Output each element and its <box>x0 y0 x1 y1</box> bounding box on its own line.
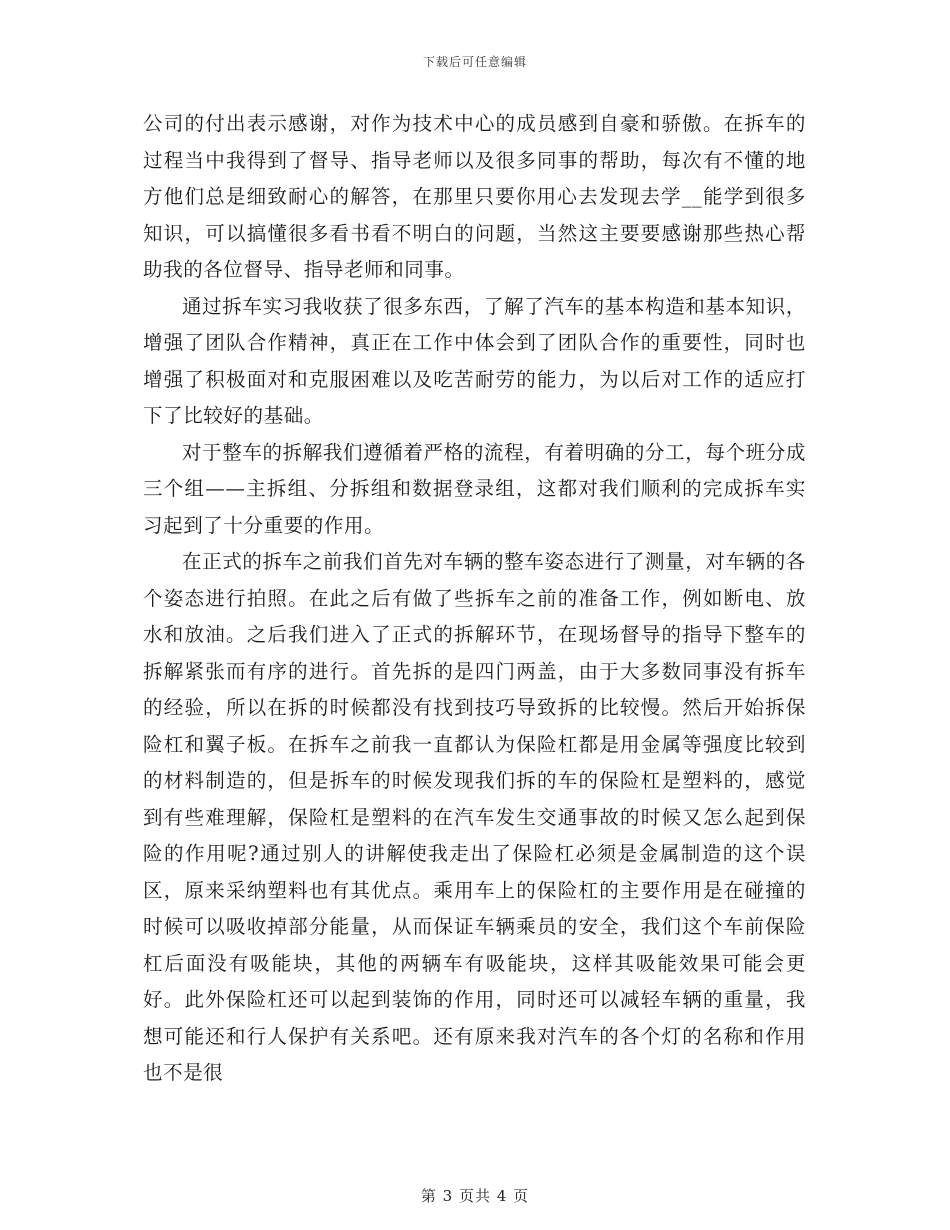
document-body <box>143 106 806 1092</box>
page-header: 下载后可任意编辑 <box>422 55 527 69</box>
paragraph-1: 公司的付出表示感谢，对作为技术中心的成员感到自豪和骄傲。在拆车的过程当中我得到了督导、指导老师以及很多同事的帮助，每次有不懂的地方他们总是细致耐心的解答，在那里只要你用心去发现去学__能学到很多知识，可以搞懂很多看书看不明白的问题，当然这主要要感谢那些热心帮助我的各位督导、指导老师和同事。 <box>143 112 806 281</box>
paragraph-4: 在正式的拆车之前我们首先对车辆的整车姿态进行了测量，对车辆的各个姿态进行拍照。在此之后有做了些拆车之前的准备工作，例如断电、放水和放油。之后我们进入了正式的拆解环节，在现场督导的指导下整车的拆解紧张而有序的进行。首先拆的是四门两盖，由于大多数同事没有拆车的经验，所以在拆的时候都没有找到技巧导致拆的比较慢。然后开始拆保险杠和翼子板。在拆车之前我一直都认为保险杠都是用金属等强度比较到的材料制造的，但是拆车的时候发现我们拆的车的保险杠是塑料的，感觉到有些难理解，保险杠是塑料的在汽车发生交通事故的时候又怎么起到保险的作用呢?通过别人的讲解使我走出了保险杠必须是金属制造的这个误区，原来采纳塑料也有其优点。乘用车上的保险杠的主要作用是在碰撞的时候可以吸收掉部分能量，从而保证车辆乘员的安全，我们这个车前保险杠后面没有吸能块，其他的两辆车有吸能块，这样其吸能效果可能会更好。此外保险杠还可以起到装饰的作用，同时还可以减轻车辆的重量，我想可能还和行人保护有关系吧。还有原来我对汽车的各个灯的名称和作用也不是很 <box>143 550 806 1084</box>
page-footer: 第 3 页共 4 页 <box>420 1187 530 1205</box>
paragraph-3: 对于整车的拆解我们遵循着严格的流程，有着明确的分工，每个班分成三个组——主拆组、分拆组和数据登录组，这都对我们顺利的完成拆车实习起到了十分重要的作用。 <box>143 440 806 537</box>
paragraph-2: 通过拆车实习我收获了很多东西，了解了汽车的基本构造和基本知识，增强了团队合作精神，真正在工作中体会到了团队合作的重要性，同时也增强了积极面对和克服困难以及吃苦耐劳的能力，为以后对工作的适应打下了比较好的基础。 <box>143 294 806 427</box>
